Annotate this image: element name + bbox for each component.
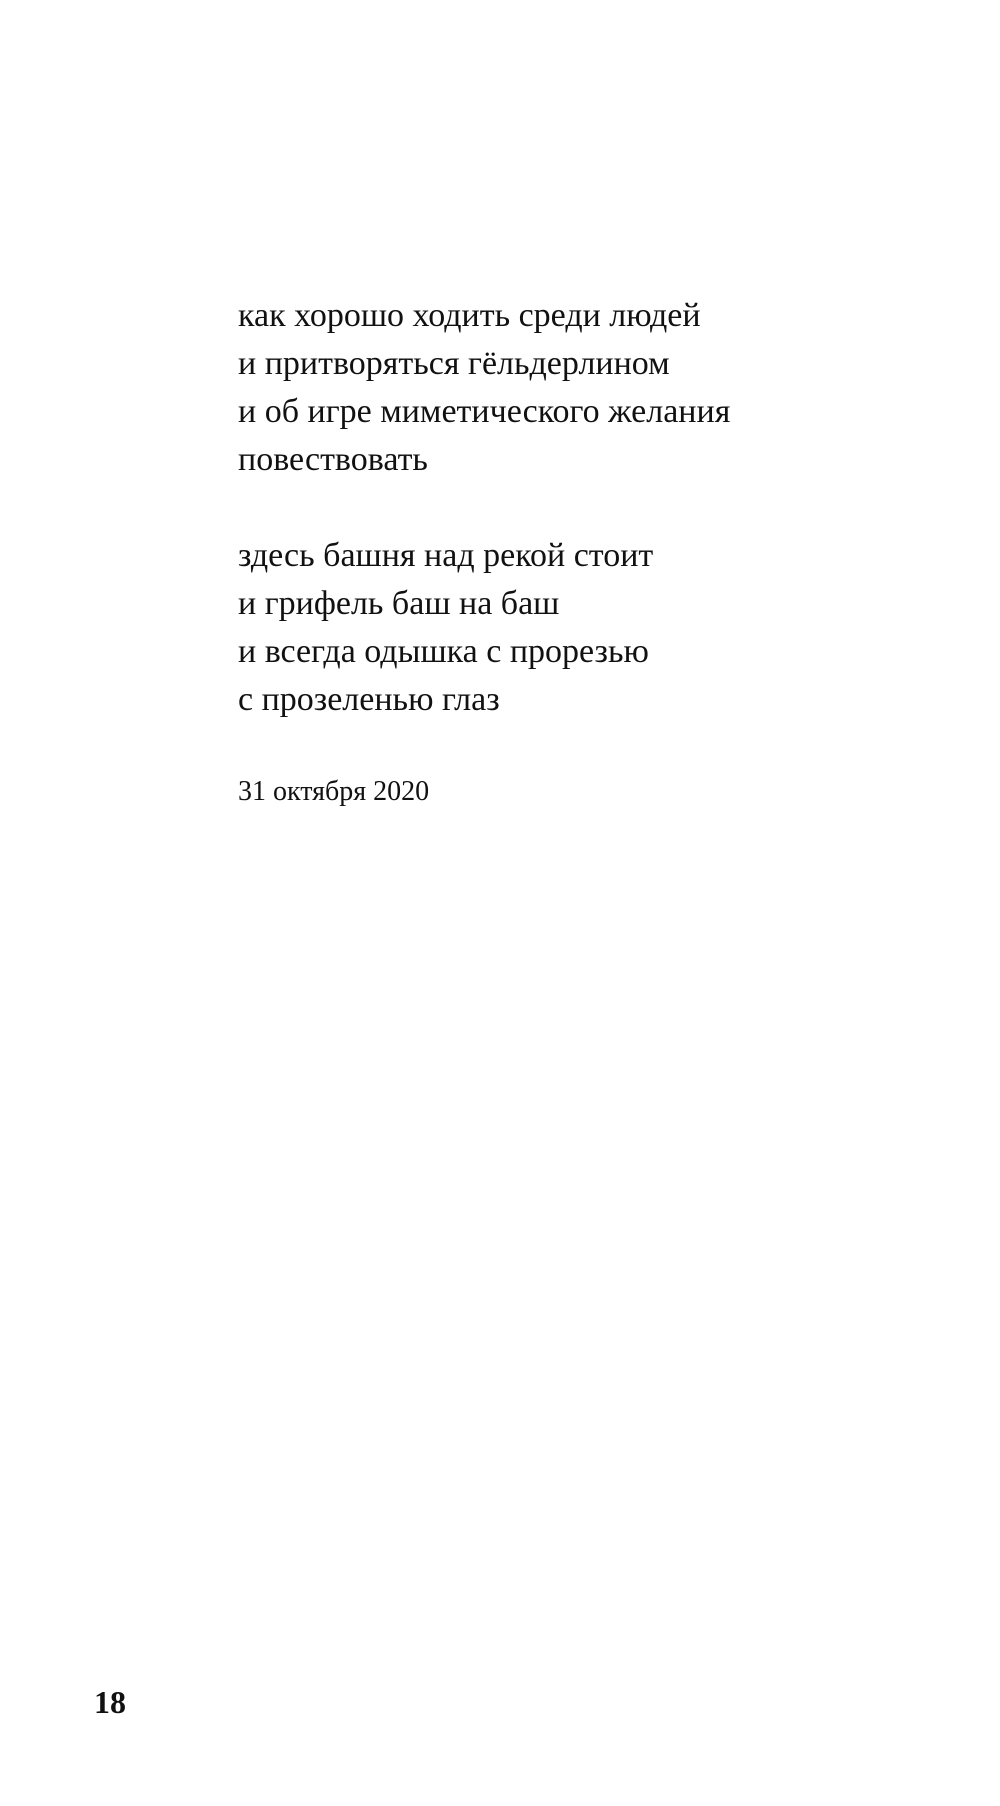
poem-line: здесь башня над рекой стоит [238,537,654,574]
page-number: 18 [94,1684,126,1720]
poem [238,292,958,812]
stanza-1 [238,292,958,484]
poem-line: и притворяться гёльдерлином [238,345,670,382]
poem-line: с прозеленью глаз [238,681,500,718]
poem-date: 31 октября 2020 [238,776,430,807]
poem-line: и грифель баш на баш [238,585,560,622]
stanza-2 [238,532,958,724]
poem-line: и об игре миметического желания [238,393,731,430]
poem-line: и всегда одышка с прорезью [238,633,649,670]
poem-line: повествовать [238,441,428,478]
poem-line: как хорошо ходить среди людей [238,297,701,334]
